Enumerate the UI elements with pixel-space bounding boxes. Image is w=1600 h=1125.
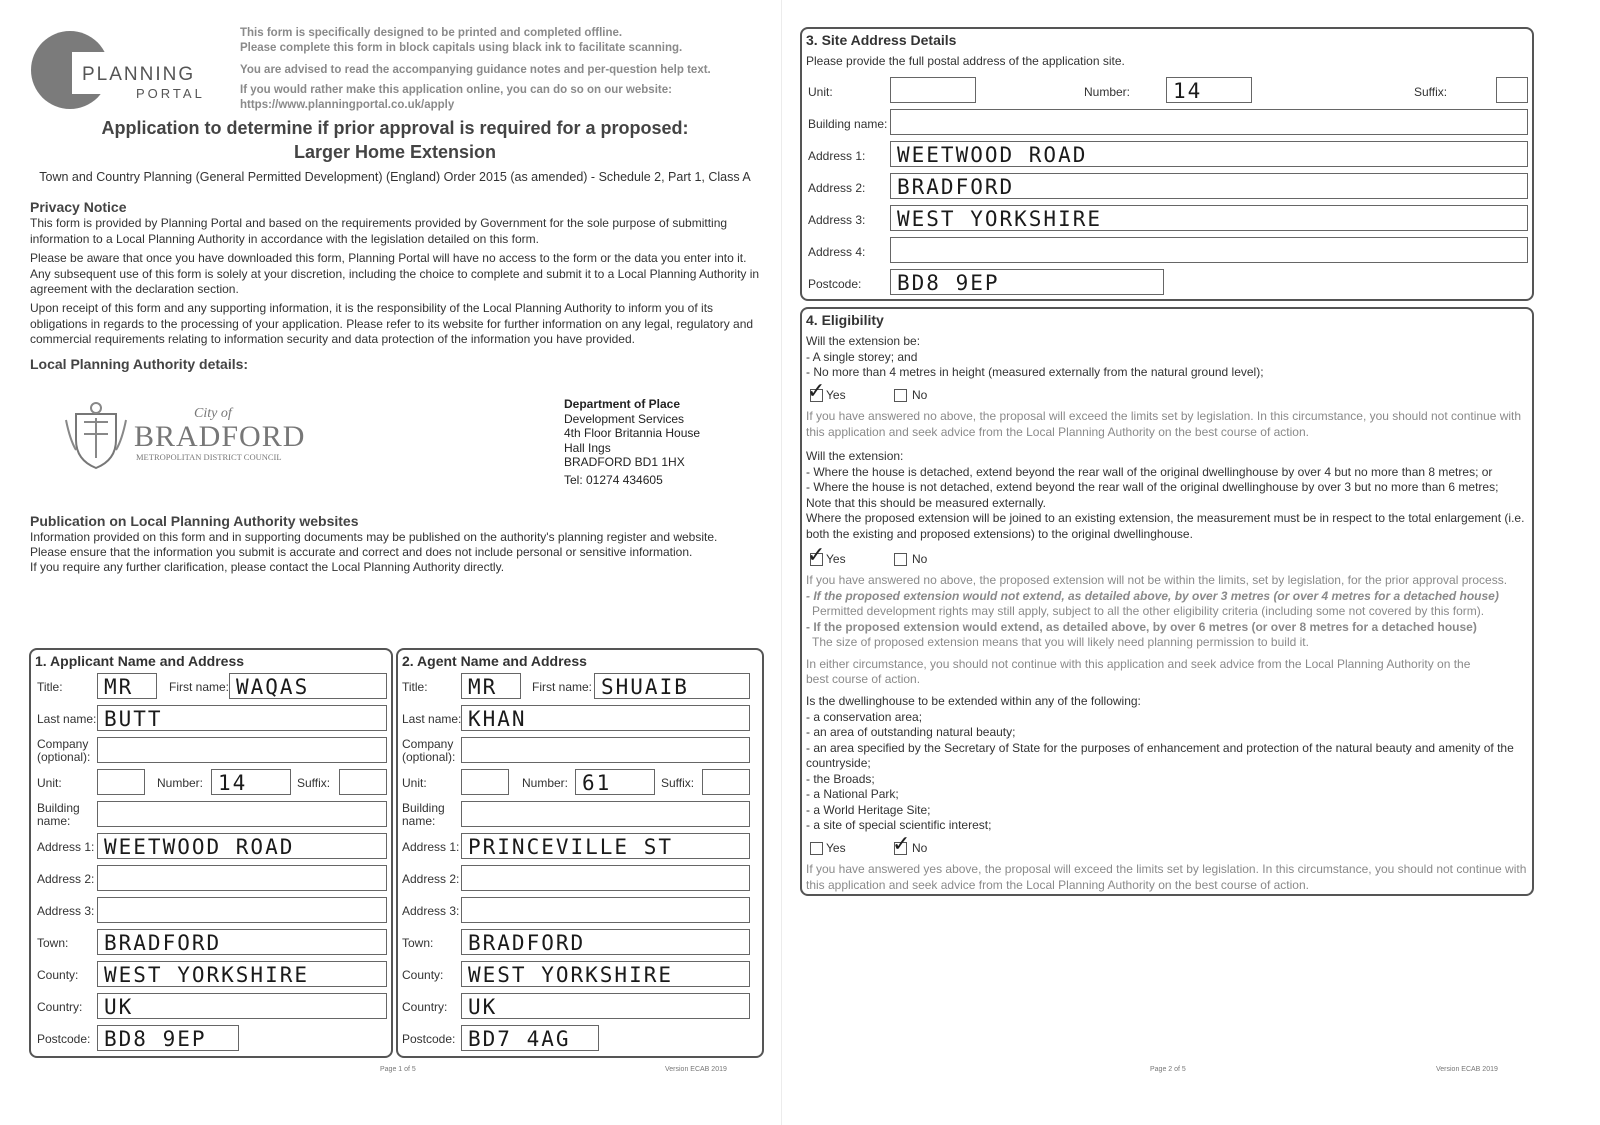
agent-number-field[interactable]: 61: [575, 769, 655, 795]
council-subtitle: METROPOLITAN DISTRICT COUNCIL: [136, 452, 282, 462]
q1-line-1: Will the extension be:: [806, 334, 921, 348]
label-building-1: Building: [37, 801, 80, 815]
site-instruction: Please provide the full postal address of the application site.: [806, 54, 1125, 68]
label-postcode: Postcode:: [402, 1032, 456, 1046]
site-address-1-field[interactable]: WEETWOOD ROAD: [890, 141, 1528, 167]
intro-link[interactable]: https://www.planningportal.co.uk/apply: [240, 99, 455, 111]
q1-line-3: - No more than 4 metres in height (measured externally from the natural ground level);: [806, 365, 1264, 379]
lpa-telephone: Tel: 01274 434605: [564, 472, 663, 487]
q3-line-5: - the Broads;: [806, 771, 875, 786]
site-address-section: [800, 27, 1534, 301]
q2-notes: [806, 573, 1528, 688]
applicant-title-field[interactable]: MR: [97, 673, 157, 699]
logo-text-portal: PORTAL: [136, 86, 205, 101]
intro-line-3: You are advised to read the accompanying guidance notes and per-question help text.: [240, 64, 711, 76]
label-company-1: Company: [402, 737, 454, 751]
q2-yes-tick-icon: ✓: [807, 543, 826, 568]
label-suffix: Suffix:: [1414, 85, 1448, 99]
q3-text: [806, 694, 1528, 834]
q1-note: If you have answered no above, the proposal will exceed the limits set by legislation. In this circumstance, you should not continue with this application and seek advice from the Local Planning Authority on the best course of action.: [806, 409, 1522, 439]
label-building-1: Building: [402, 801, 445, 815]
agent-last-name-field[interactable]: KHAN: [461, 705, 750, 731]
lpa-address-line-3: 4th Floor Britannia House: [564, 426, 701, 440]
agent-title-field[interactable]: MR: [461, 673, 521, 699]
site-number-field[interactable]: 14: [1166, 77, 1252, 103]
form-title-line-2: Larger Home Extension: [293, 142, 497, 162]
q2-line-3: - Where the house is not detached, extend beyond the rear wall of the original dwellinghouse by over 3 but no more than 6 metres;: [806, 480, 1499, 494]
label-company-2: (optional):: [402, 750, 456, 764]
q2-note-2b: Permitted development rights may still apply, subject to all the other eligibility criteria (including some not covered by this form).: [812, 604, 1485, 618]
agent-building-field[interactable]: [461, 801, 750, 827]
agent-postcode-field[interactable]: BD7 4AG: [461, 1025, 599, 1051]
publication-line-2: Please ensure that the information you submit is accurate and correct and does not include personal or sensitive information.: [30, 545, 693, 559]
label-country: Country:: [402, 1000, 448, 1014]
label-county: County:: [402, 968, 444, 982]
agent-county-field[interactable]: WEST YORKSHIRE: [461, 961, 750, 987]
applicant-last-name-field[interactable]: BUTT: [97, 705, 387, 731]
lpa-address-line-1: Department of Place: [564, 397, 681, 411]
publication-line-1: Information provided on this form and in supporting documents may be published on the authority's planning register and website.: [30, 530, 718, 544]
coat-of-arms-icon: [62, 400, 130, 470]
label-address-1: Address 1:: [37, 840, 95, 854]
label-address-3: Address 3:: [808, 213, 866, 227]
q1-yes-label: Yes: [826, 388, 846, 402]
q2-text: [806, 449, 1528, 542]
q1-yes-tick-icon: ✓: [807, 379, 826, 404]
label-address-1: Address 1:: [808, 149, 866, 163]
agent-address-3-field[interactable]: [461, 897, 750, 923]
agent-company-field[interactable]: [461, 737, 750, 763]
label-building: [402, 802, 445, 828]
lpa-address-line-4: Hall Ings: [564, 440, 611, 455]
label-first-name: First name:: [169, 680, 230, 694]
label-address-3: Address 3:: [402, 904, 460, 918]
label-address-2: Address 2:: [402, 872, 460, 886]
label-suffix: Suffix:: [297, 776, 331, 790]
label-company-1: Company: [37, 737, 89, 751]
q2-line-5: Where the proposed extension will be joined to an existing extension, the measurement must be in respect to the total enlargement (i.e. both the existing and proposed extensions) to the original dwellinghouse.: [806, 511, 1525, 541]
label-town: Town:: [37, 936, 69, 950]
label-unit: Unit:: [402, 776, 427, 790]
privacy-heading: Privacy Notice: [30, 199, 127, 215]
q3-line-1: Is the dwellinghouse to be extended within any of the following:: [806, 694, 1141, 708]
q2-note-4: In either circumstance, you should not continue with this application and seek advice from the Local Planning Authority on the best course of action.: [806, 656, 1471, 686]
q2-no-checkbox[interactable]: [894, 553, 907, 566]
applicant-company-field[interactable]: [97, 737, 387, 763]
label-building-2: name:: [402, 814, 436, 828]
form-title-line-1: Application to determine if prior approval is required for a proposed:: [101, 118, 689, 138]
label-number: Number:: [522, 776, 569, 790]
intro-line-4: If you would rather make this application online, you can do so on our website:: [240, 84, 672, 96]
bradford-council-logo: [62, 400, 322, 472]
agent-unit-field[interactable]: [461, 769, 509, 795]
eligibility-section: [800, 307, 1534, 896]
site-unit-field[interactable]: [890, 77, 976, 103]
site-address-4-field[interactable]: [890, 237, 1528, 263]
label-unit: Unit:: [37, 776, 62, 790]
agent-suffix-field[interactable]: [702, 769, 750, 795]
label-building-2: name:: [37, 814, 71, 828]
lpa-address-line-2: Development Services: [564, 411, 685, 426]
label-country: Country:: [37, 1000, 83, 1014]
q3-yes-label: Yes: [826, 841, 846, 855]
q3-no-label: No: [912, 841, 928, 855]
applicant-address-1-field[interactable]: WEETWOOD ROAD: [97, 833, 387, 859]
q2-line-1: Will the extension:: [806, 449, 904, 463]
site-suffix-field[interactable]: [1496, 77, 1528, 103]
label-company: [37, 738, 90, 764]
q1-line-2: - A single storey; and: [806, 349, 918, 364]
q3-line-3: - an area of outstanding natural beauty;: [806, 725, 1016, 739]
agent-country-field[interactable]: UK: [461, 993, 750, 1019]
label-address-3: Address 3:: [37, 904, 95, 918]
page-divider: [781, 0, 782, 1125]
label-suffix: Suffix:: [661, 776, 695, 790]
label-title: Title:: [37, 680, 63, 694]
page-1-version: Version ECAB 2019: [665, 1066, 727, 1073]
label-number: Number:: [157, 776, 204, 790]
bradford-wordmark: BRADFORD: [134, 420, 306, 453]
label-address-2: Address 2:: [37, 872, 95, 886]
label-first-name: First name:: [532, 680, 593, 694]
agent-section: [396, 648, 764, 1058]
label-address-1: Address 1:: [402, 840, 460, 854]
site-building-name-field[interactable]: [890, 109, 1528, 135]
applicant-first-name-field[interactable]: WAQAS: [229, 673, 387, 699]
publication-heading: Publication on Local Planning Authority websites: [30, 513, 359, 529]
site-address-2-field[interactable]: BRADFORD: [890, 173, 1528, 199]
label-postcode: Postcode:: [808, 277, 862, 291]
q2-no-label: No: [912, 552, 928, 566]
site-address-3-field[interactable]: WEST YORKSHIRE: [890, 205, 1528, 231]
agent-address-1-field[interactable]: PRINCEVILLE ST: [461, 833, 750, 859]
lpa-address: [564, 397, 700, 487]
applicant-address-3-field[interactable]: [97, 897, 387, 923]
lpa-address-line-5: BRADFORD BD1 1HX: [564, 455, 685, 469]
label-unit: Unit:: [808, 85, 833, 99]
label-company: [402, 738, 455, 764]
logo-text-planning: PLANNING: [82, 64, 196, 85]
applicant-number-field[interactable]: 14: [211, 769, 291, 795]
city-of-label: City of: [194, 406, 232, 421]
agent-town-field[interactable]: BRADFORD: [461, 929, 750, 955]
q2-note-2a: - If the proposed extension would not extend, as detailed above, by over 3 metres (or over 4 metres for a detached house): [806, 588, 1499, 603]
q3-line-8: - a site of special scientific interest;: [806, 818, 992, 832]
label-address-2: Address 2:: [808, 181, 866, 195]
privacy-paragraph-1: This form is provided by Planning Portal and based on the requirements provided by Government for the sole purpose of submitting information to a Local Planning Authority in accordance with the legislation detailed on this form.: [30, 216, 728, 246]
applicant-county-field[interactable]: WEST YORKSHIRE: [97, 961, 387, 987]
applicant-postcode-field[interactable]: BD8 9EP: [97, 1025, 239, 1051]
privacy-paragraph-3: Upon receipt of this form and any supporting information, it is the responsibility of the Local Planning Authority to inform you of its obligations in regards to the processing of your application. Please refer to its website for further information on any legal, regulatory and commercial requirements relating to information security and data protection of the information you have provided.: [30, 301, 754, 346]
label-last-name: Last name:: [37, 712, 97, 726]
agent-first-name-field[interactable]: SHUAIB: [594, 673, 750, 699]
agent-heading: 2. Agent Name and Address: [402, 653, 587, 669]
q3-note: If you have answered yes above, the proposal will exceed the limits set by legislation. In this circumstance, you should not continue with this application and seek advice from the Local Planning Authority on the best course of action.: [806, 862, 1527, 892]
q2-line-4: Note that this should be measured externally.: [806, 495, 1046, 510]
label-number: Number:: [1084, 85, 1131, 99]
applicant-building-field[interactable]: [97, 801, 387, 827]
q2-line-2: - Where the house is detached, extend beyond the rear wall of the original dwellinghouse by over 4 but no more than 8 metres; or: [806, 464, 1493, 479]
page-1-number: Page 1 of 5: [380, 1066, 416, 1073]
applicant-suffix-field[interactable]: [339, 769, 387, 795]
q2-note-3a: - If the proposed extension would extend, as detailed above, by over 6 metres (or over 8 metres for a detached house): [806, 619, 1477, 634]
q2-yes-label: Yes: [826, 552, 846, 566]
q3-line-4: - an area specified by the Secretary of State for the purposes of enhancement and protection of the natural beauty and amenity of the countryside;: [806, 740, 1514, 770]
q1-text: [806, 334, 1526, 381]
site-postcode-field[interactable]: BD8 9EP: [890, 269, 1164, 295]
applicant-unit-field[interactable]: [97, 769, 145, 795]
applicant-section: [29, 648, 393, 1058]
q3-line-7: - a World Heritage Site;: [806, 802, 931, 817]
publication-line-3: If you require any further clarification, please contact the Local Planning Authority directly.: [30, 560, 505, 574]
form-subtitle: Town and Country Planning (General Permitted Development) (England) Order 2015 (as amended) - Schedule 2, Part 1, Class A: [39, 170, 751, 184]
q2-note-3b: The size of proposed extension means that you will likely need planning permission to build it.: [812, 635, 1309, 649]
applicant-country-field[interactable]: UK: [97, 993, 387, 1019]
label-building: [37, 802, 80, 828]
label-county: County:: [37, 968, 79, 982]
lpa-heading: Local Planning Authority details:: [30, 356, 249, 372]
applicant-heading: 1. Applicant Name and Address: [35, 653, 245, 669]
q1-no-checkbox[interactable]: [894, 389, 907, 402]
q2-note-1: If you have answered no above, the proposed extension will not be within the limits, set by legislation, for the prior approval process.: [806, 573, 1508, 587]
label-building-name: Building name:: [808, 117, 888, 131]
applicant-town-field[interactable]: BRADFORD: [97, 929, 387, 955]
label-postcode: Postcode:: [37, 1032, 91, 1046]
label-title: Title:: [402, 680, 428, 694]
eligibility-heading: 4. Eligibility: [806, 312, 884, 328]
privacy-paragraph-2: Please be aware that once you have downloaded this form, Planning Portal will have no access to the form or the data you enter into it. Any subsequent use of this form is solely at your discretion, including the choice to complete and submit it to a Local Planning Authority in agreement with the declaration section.: [30, 251, 760, 296]
planning-portal-logo: [30, 30, 220, 112]
agent-address-2-field[interactable]: [461, 865, 750, 891]
site-heading: 3. Site Address Details: [806, 32, 957, 48]
intro-line-2: Please complete this form in block capitals using black ink to facilitate scanning.: [240, 42, 683, 54]
q3-yes-checkbox[interactable]: [810, 842, 823, 855]
applicant-address-2-field[interactable]: [97, 865, 387, 891]
q3-line-6: - a National Park;: [806, 787, 899, 801]
q3-no-tick-icon: ✓: [892, 832, 911, 857]
label-last-name: Last name:: [402, 712, 462, 726]
label-company-2: (optional):: [37, 750, 91, 764]
intro-line-1: This form is specifically designed to be printed and completed offline.: [240, 27, 623, 39]
label-town: Town:: [402, 936, 434, 950]
page-2-version: Version ECAB 2019: [1436, 1066, 1498, 1073]
q1-no-label: No: [912, 388, 928, 402]
label-address-4: Address 4:: [808, 245, 866, 259]
page-2-number: Page 2 of 5: [1150, 1066, 1186, 1073]
q3-line-2: - a conservation area;: [806, 709, 923, 724]
